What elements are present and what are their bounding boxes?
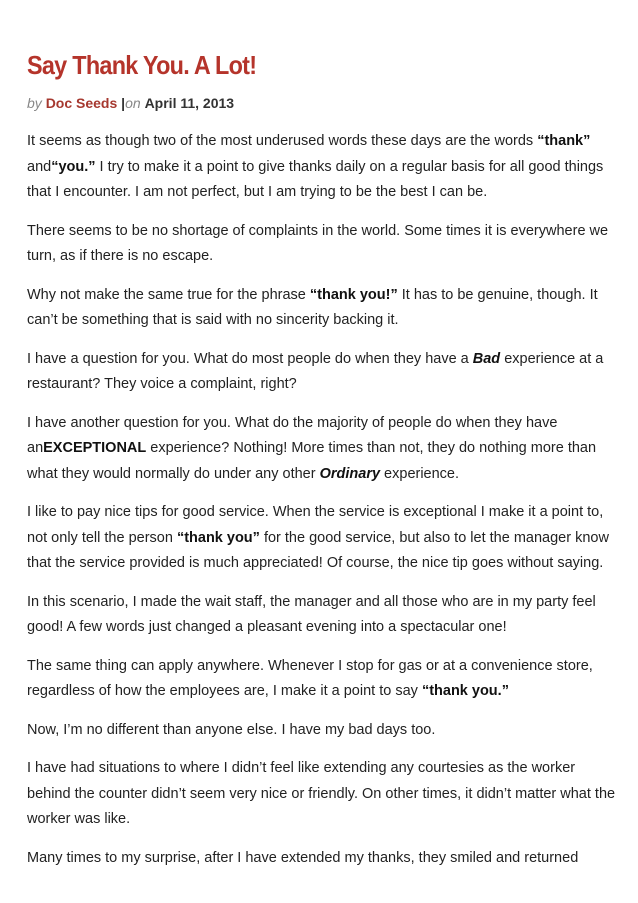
article-body xyxy=(27,129,617,884)
paragraph-text: experience. xyxy=(380,465,460,482)
bold-italic-text: Bad xyxy=(472,350,501,367)
paragraph-11: Many times to my surprise, after I have extended my thanks, they smiled and returned xyxy=(27,849,579,866)
bold-text: “thank you!” xyxy=(309,286,398,303)
publish-date: April 11, 2013 xyxy=(144,95,235,111)
paragraph-1 xyxy=(27,129,617,206)
byline xyxy=(27,95,234,111)
paragraph-text: for the good service, but also to let the manager know that the service provided is much appreciated! Of course, the nice tip goes without saying. xyxy=(27,529,609,571)
bold-text: EXCEPTIONAL xyxy=(43,440,147,456)
byline-on: on xyxy=(125,95,141,111)
paragraph-text: The same thing can apply anywhere. Whenever I stop for gas or at a convenience store, regardless of how the employees are, I make it a point to say xyxy=(27,657,593,699)
paragraph-text: and xyxy=(27,158,52,175)
paragraph-4 xyxy=(27,347,617,398)
paragraph-text: I try to make it a point to give thanks daily on a regular basis for all good things that I encounter. I am not perfect, but I am trying to be the best I can be. xyxy=(27,158,604,200)
paragraph-text: It has to be genuine, though. It can’t be something that is said with no sincerity backing it. xyxy=(27,286,598,328)
paragraph-9: Now, I’m no different than anyone else. I have my bad days too. xyxy=(27,721,436,738)
paragraph-7: In this scenario, I made the wait staff, the manager and all those who are in my party feel good! A few words just changed a pleasant evening into a spectacular one! xyxy=(27,593,596,635)
paragraph-text: Why not make the same true for the phrase xyxy=(27,286,310,303)
byline-separator: | xyxy=(121,95,126,111)
paragraph-5 xyxy=(27,411,617,488)
paragraph-8 xyxy=(27,654,617,705)
paragraph-text: experience? Nothing! More times than not, they do nothing more than what they would normally do under any other xyxy=(27,440,597,482)
paragraph-text: It seems as though two of the most underused words these days are the words xyxy=(27,133,538,149)
paragraph-6 xyxy=(27,500,617,577)
author-link[interactable]: Doc Seeds xyxy=(45,95,118,111)
paragraph-3 xyxy=(27,283,617,334)
paragraph-10: I have had situations to where I didn’t feel like extending any courtesies as the worker behind the counter didn’t seem very nice or friendly. On other times, it didn’t matter what the worker was like. xyxy=(27,760,616,827)
bold-text: “thank you” xyxy=(176,529,260,546)
paragraph-text: experience at a restaurant? They voice a complaint, right? xyxy=(27,350,604,392)
paragraph-text: I have another question for you. What do the majority of people do when they have an xyxy=(27,414,558,456)
paragraph-text: I have a question for you. What do most people do when they have a xyxy=(27,350,473,367)
bold-text: “thank you.” xyxy=(421,683,509,699)
bold-italic-text: Ordinary xyxy=(319,465,381,482)
paragraph-text: I like to pay nice tips for good service. When the service is exceptional I make it a point to, not only tell the person xyxy=(27,504,604,546)
byline-by: by xyxy=(27,95,42,111)
article-title: Say Thank You. A Lot! xyxy=(27,50,257,80)
bold-text: “thank” xyxy=(537,133,591,149)
paragraph-2: There seems to be no shortage of complaints in the world. Some times it is everywhere we turn, as if there is no escape. xyxy=(27,222,609,264)
bold-text: “you.” xyxy=(51,158,96,175)
